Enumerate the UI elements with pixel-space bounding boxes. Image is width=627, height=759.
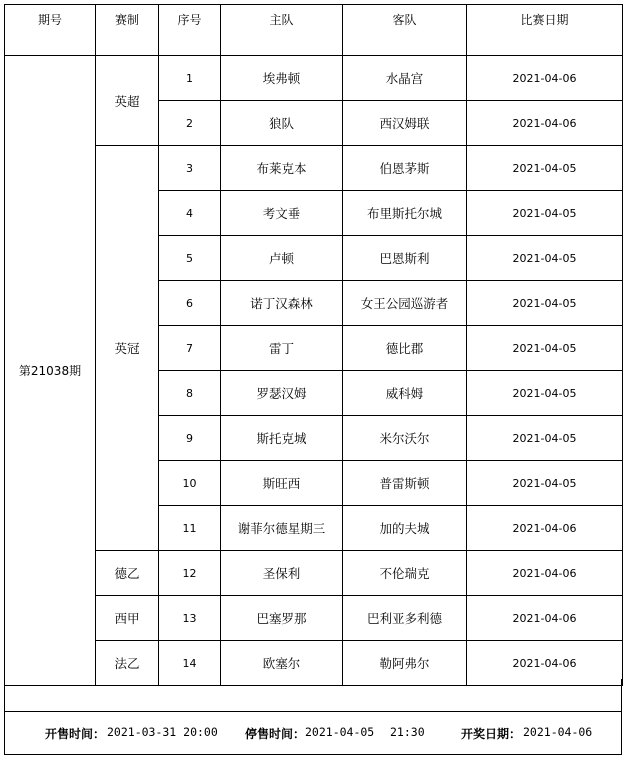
- match-number: 8: [159, 371, 221, 416]
- match-date: 2021-04-05: [467, 236, 623, 281]
- match-date: 2021-04-05: [467, 461, 623, 506]
- issue-cell: 第21038期: [5, 56, 96, 686]
- match-number: 13: [159, 596, 221, 641]
- match-number: 7: [159, 326, 221, 371]
- league-cell: 西甲: [96, 596, 159, 641]
- league-cell: 英冠: [96, 146, 159, 551]
- lottery-schedule: [4, 4, 622, 757]
- home-team: 罗瑟汉姆: [221, 371, 343, 416]
- away-team: 普雷斯顿: [343, 461, 467, 506]
- header-issue: 期号: [5, 5, 96, 56]
- sale-stop-label: 停售时间：: [245, 727, 306, 741]
- home-team: 诺丁汉森林: [221, 281, 343, 326]
- match-date: 2021-04-05: [467, 146, 623, 191]
- match-date: 2021-04-06: [467, 506, 623, 551]
- match-date: 2021-04-06: [467, 596, 623, 641]
- away-team: 伯恩茅斯: [343, 146, 467, 191]
- home-team: 巴塞罗那: [221, 596, 343, 641]
- home-team: 埃弗顿: [221, 56, 343, 101]
- match-date: 2021-04-05: [467, 371, 623, 416]
- away-team: 西汉姆联: [343, 101, 467, 146]
- match-date: 2021-04-05: [467, 191, 623, 236]
- away-team: 布里斯托尔城: [343, 191, 467, 236]
- match-number: 1: [159, 56, 221, 101]
- header-home: 主队: [221, 5, 343, 56]
- table-row: [5, 146, 623, 191]
- table-row: [5, 551, 623, 596]
- league-cell: 法乙: [96, 641, 159, 686]
- draw-date-label: 开奖日期：: [461, 727, 522, 741]
- home-team: 狼队: [221, 101, 343, 146]
- match-date: 2021-04-06: [467, 641, 623, 686]
- away-team: 威科姆: [343, 371, 467, 416]
- home-team: 布莱克本: [221, 146, 343, 191]
- away-team: 水晶宫: [343, 56, 467, 101]
- match-date: 2021-04-06: [467, 551, 623, 596]
- home-team: 欧塞尔: [221, 641, 343, 686]
- home-team: 斯托克城: [221, 416, 343, 461]
- match-number: 9: [159, 416, 221, 461]
- sale-info-footer: [4, 711, 622, 755]
- sale-start-label: 开售时间：: [45, 727, 106, 741]
- header-date: 比赛日期: [467, 5, 623, 56]
- match-number: 2: [159, 101, 221, 146]
- match-number: 5: [159, 236, 221, 281]
- away-team: 加的夫城: [343, 506, 467, 551]
- header-league: 赛制: [96, 5, 159, 56]
- sale-stop-value: 2021-04-05: [305, 725, 375, 739]
- sale-stop-time: 21:30: [390, 725, 425, 739]
- home-team: 谢菲尔德星期三: [221, 506, 343, 551]
- match-number: 4: [159, 191, 221, 236]
- league-cell: 英超: [96, 56, 159, 146]
- match-date: 2021-04-05: [467, 416, 623, 461]
- home-team: 雷丁: [221, 326, 343, 371]
- away-team: 勒阿弗尔: [343, 641, 467, 686]
- away-team: 巴利亚多利德: [343, 596, 467, 641]
- match-number: 11: [159, 506, 221, 551]
- match-date: 2021-04-05: [467, 326, 623, 371]
- home-team: 斯旺西: [221, 461, 343, 506]
- match-number: 6: [159, 281, 221, 326]
- table-row: [5, 56, 623, 101]
- home-team: 卢顿: [221, 236, 343, 281]
- away-team: 女王公园巡游者: [343, 281, 467, 326]
- match-number: 10: [159, 461, 221, 506]
- league-cell: 德乙: [96, 551, 159, 596]
- away-team: 德比郡: [343, 326, 467, 371]
- match-number: 14: [159, 641, 221, 686]
- match-date: 2021-04-06: [467, 101, 623, 146]
- match-date: 2021-04-05: [467, 281, 623, 326]
- away-team: 巴恩斯利: [343, 236, 467, 281]
- match-number: 3: [159, 146, 221, 191]
- header-row: [5, 5, 623, 56]
- match-schedule-table: [4, 4, 623, 686]
- away-team: 不伦瑞克: [343, 551, 467, 596]
- match-number: 12: [159, 551, 221, 596]
- header-away: 客队: [343, 5, 467, 56]
- home-team: 圣保利: [221, 551, 343, 596]
- home-team: 考文垂: [221, 191, 343, 236]
- header-number: 序号: [159, 5, 221, 56]
- sale-start-value: 2021-03-31 20:00: [107, 725, 218, 739]
- blank-row: [4, 679, 622, 711]
- match-date: 2021-04-06: [467, 56, 623, 101]
- draw-date-value: 2021-04-06: [523, 725, 593, 739]
- away-team: 米尔沃尔: [343, 416, 467, 461]
- table-row: [5, 596, 623, 641]
